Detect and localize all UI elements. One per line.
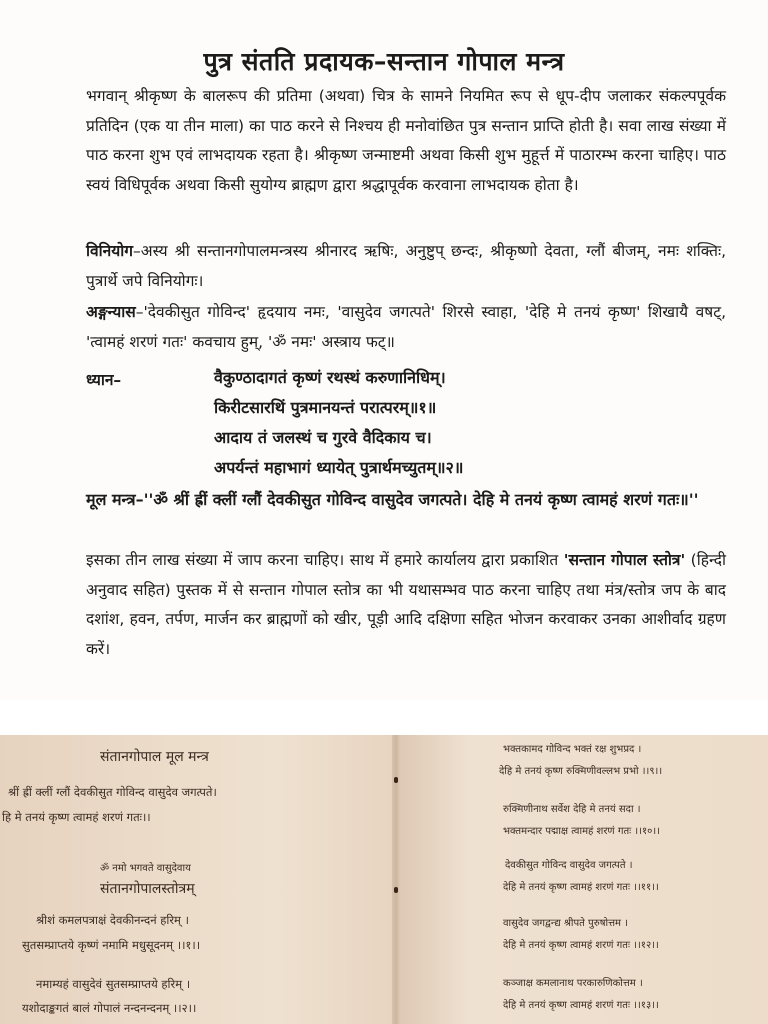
mool-mantra-label: मूल मन्त्र: [86, 490, 136, 509]
closing-text-pre: इसका तीन लाख संख्या में जाप करना चाहिए। साथ में हमारे कार्यालय द्वारा प्रकाशित: [86, 551, 564, 569]
verse-line: देहि मे तनयं कृष्ण त्वामहं शरणं गतः ।।१३।।: [503, 1000, 659, 1011]
dhyan-line: किरीटसारथिं पुत्रमानयन्तं परात्परम्॥१॥: [214, 398, 437, 417]
verse-line: देहि मे तनयं कृष्ण रुक्मिणीवल्लभ प्रभो ।।९।।: [499, 766, 663, 777]
dhyan-line: वैकुण्ठादागतं कृष्णं रथस्थं करुणानिधिम्।: [214, 368, 446, 387]
page-title: पुत्र संतति प्रदायक–सन्तान गोपाल मन्त्र: [203, 47, 565, 76]
intro-paragraph: भगवान् श्रीकृष्ण के बालरूप की प्रतिमा (अथवा) चित्र के सामने नियमित रूप से धूप-दीप जलाकर संकल्पपूर्वक प्रतिदिन (एक या तीन माला) का पाठ करने से निश्चय ही मनोवांछित पुत्र सन्तान प्राप्ति होती है। सवा लाख संख्या में पाठ करना शुभ एवं लाभदायक रहता है। श्रीकृष्ण जन्माष्टमी अथवा किसी शुभ मुहूर्त्त में पाठारम्भ करना चाहिए। पाठ स्वयं विधिपूर्वक अथवा किसी सुयोग्य ब्राह्मण द्वारा श्रद्धापूर्वक करवाना लाभदायक होता है।: [86, 87, 726, 194]
anganyas-text: –'देवकीसुत गोविन्द' हृदयाय नमः, 'वासुदेव जगत्पते' शिरसे स्वाहा, 'देहि मे तनयं कृष्ण' शिखायै वषट्, 'त्वामहं शरणं गतः' कवचाय हुम्, 'ॐ नमः' अस्त्राय फट्॥: [86, 303, 726, 351]
dhyan-line: आदाय तं जलस्थं च गुरवे वैदिकाय च।: [214, 428, 432, 447]
verse-line: भक्तकामद गोविन्द भक्तं रक्ष शुभप्रद ।: [503, 744, 642, 755]
book-right-page: [395, 735, 768, 1024]
mool-mantra-heading: संतानगोपाल मूल मन्त्र: [100, 749, 209, 765]
anganyas-label: अङ्गन्यास: [86, 303, 136, 321]
mool-mantra-line: हि मे तनयं कृष्ण त्वामहं शरणं गतः।।: [2, 810, 151, 824]
verse-line: देवकीसुत गोविन्द वासुदेव जगत्पते ।: [505, 860, 633, 871]
verse-line: देहि मे तनयं कृष्ण त्वामहं शरणं गतः ।।११।।: [503, 882, 659, 893]
mool-mantra-line: श्रीं ह्रीं क्लीं ग्लौं देवकीसुत गोविन्द वासुदेव जगत्पते।: [8, 785, 217, 799]
verse-line: भक्तमन्दार पद्माक्ष त्वामहं शरणं गतः ।।१०।।: [503, 826, 660, 837]
verse-line: नमाम्यहं वासुदेवं सुतसम्प्राप्तये हरिम् ।: [36, 977, 191, 991]
closing-book-name: 'सन्तान गोपाल स्तोत्र': [563, 551, 686, 569]
binding-mark: [394, 777, 398, 783]
closing-text-post: (हिन्दी अनुवाद सहित) पुस्तक में से सन्तान गोपाल स्तोत्र का भी यथासम्भव पाठ करना चाहिए तथा मंत्र/स्तोत्र जप के बाद दशांश, हवन, तर्पण, मार्जन कर ब्राह्मणों को खीर, पूड़ी आदि दक्षिणा सहित भोजन करवाकर उनका आशीर्वाद ग्रहण करें।: [86, 551, 726, 658]
viniyog-paragraph: [86, 237, 726, 296]
verse-line: यशोदाङ्कगतं बालं गोपालं नन्दनन्दनम् ।।२।।: [22, 1001, 197, 1015]
dhyan-line: अपर्यन्तं महाभागं ध्यायेत् पुत्रार्थमच्युतम्॥२॥: [214, 458, 464, 477]
anganyas-paragraph: [86, 298, 726, 357]
verse-line: कञ्जाक्ष कमलानाथ परकारुणिकोत्तम ।: [503, 978, 643, 989]
book-scan: [0, 735, 768, 1024]
dhyan-label: ध्यान–: [86, 371, 122, 389]
binding-mark: [394, 887, 398, 893]
invocation-line: ॐ नमो भगवते वासुदेवाय: [100, 863, 191, 874]
verse-line: रुक्मिणीनाथ सर्वेश देहि मे तनयं सदा ।: [503, 804, 641, 815]
mool-mantra-text: –''ॐ श्रीं ह्रीं क्लीं ग्लौं देवकीसुत गोविन्द वासुदेव जगत्पते। देहि मे तनयं कृष्ण त्वामहं शरणं गतः॥'': [135, 490, 699, 509]
viniyog-label: विनियोग: [86, 242, 133, 260]
verse-line: देहि मे तनयं कृष्ण त्वामहं शरणं गतः ।।१२।।: [503, 940, 659, 951]
mool-mantra-paragraph: [86, 485, 726, 515]
verse-line: वासुदेव जगद्वन्द्य श्रीपते पुरुषोत्तम ।: [503, 918, 628, 929]
book-left-page: [0, 735, 395, 1024]
stotra-title: संतानगोपालस्तोत्रम्: [100, 881, 195, 897]
verse-line: सुतसम्प्राप्तये कृष्णं नमामि मधुसूदनम् ।।१।।: [22, 938, 201, 952]
viniyog-text: –अस्य श्री सन्तानगोपालमन्त्रस्य श्रीनारद ऋषिः, अनुष्टुप् छन्दः, श्रीकृष्णो देवता, ग्लौं बीजम्, नमः शक्तिः, पुत्रार्थे जपे विनियोगः।: [86, 242, 726, 290]
verse-line: श्रीशं कमलपत्राक्षं देवकीनन्दनं हरिम् ।: [36, 913, 189, 927]
closing-paragraph: [86, 546, 726, 664]
